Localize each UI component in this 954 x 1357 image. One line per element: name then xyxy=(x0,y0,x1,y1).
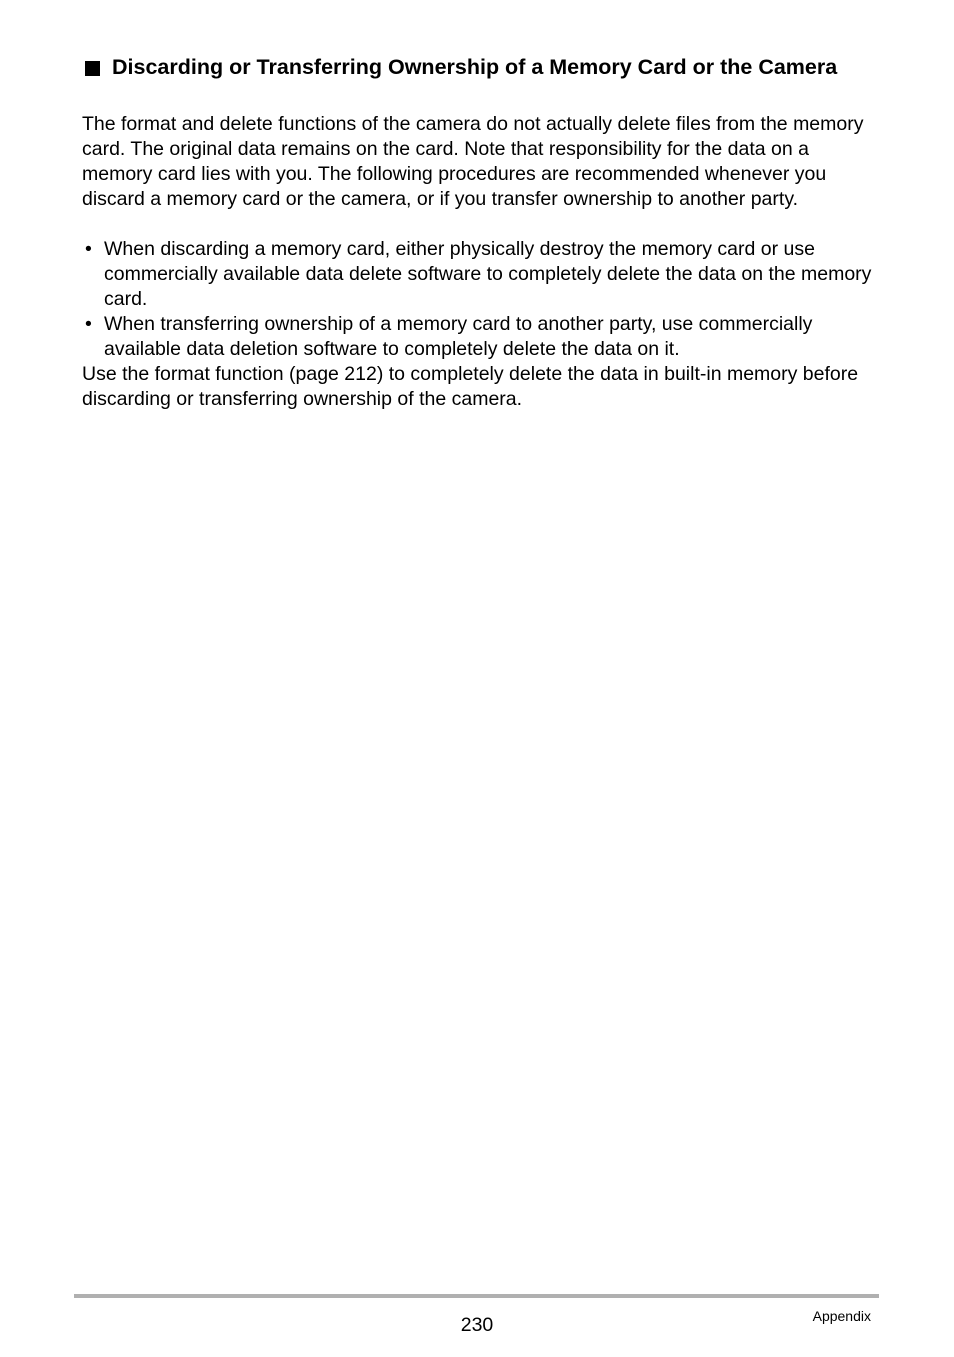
page-number: 230 xyxy=(460,1314,494,1336)
list-item-text: When discarding a memory card, either physically destroy the memory card or use commercially available data delete software to completely delete the data on the memory card. xyxy=(104,238,872,310)
intro-paragraph: The format and delete functions of the camera do not actually delete files from the memory card. The original data remains on the card. Note that responsibility for the data on a memory card lies with you. The following procedures are recommended whenever you discard a memory card or the camera, or if you transfer ownership to another party. xyxy=(82,113,864,210)
footer-section-name: Appendix xyxy=(812,1308,871,1324)
heading-text: Discarding or Transferring Ownership of a Memory Card or the Camera xyxy=(112,55,838,79)
list-item-text: When transferring ownership of a memory card to another party, use commercially available data deletion software to completely delete the data on it. xyxy=(104,313,813,360)
closing-paragraph: Use the format function (page 212) to completely delete the data in built-in memory before discarding or transferring ownership of the camera. xyxy=(82,363,859,410)
list-item xyxy=(82,237,882,312)
bullet-list xyxy=(82,237,882,362)
list-item xyxy=(82,312,882,362)
square-bullet-icon xyxy=(85,61,100,76)
section-heading xyxy=(82,53,842,81)
footer-divider xyxy=(74,1294,879,1298)
bullet-dot-icon: • xyxy=(85,313,92,335)
bullet-dot-icon: • xyxy=(85,238,92,260)
